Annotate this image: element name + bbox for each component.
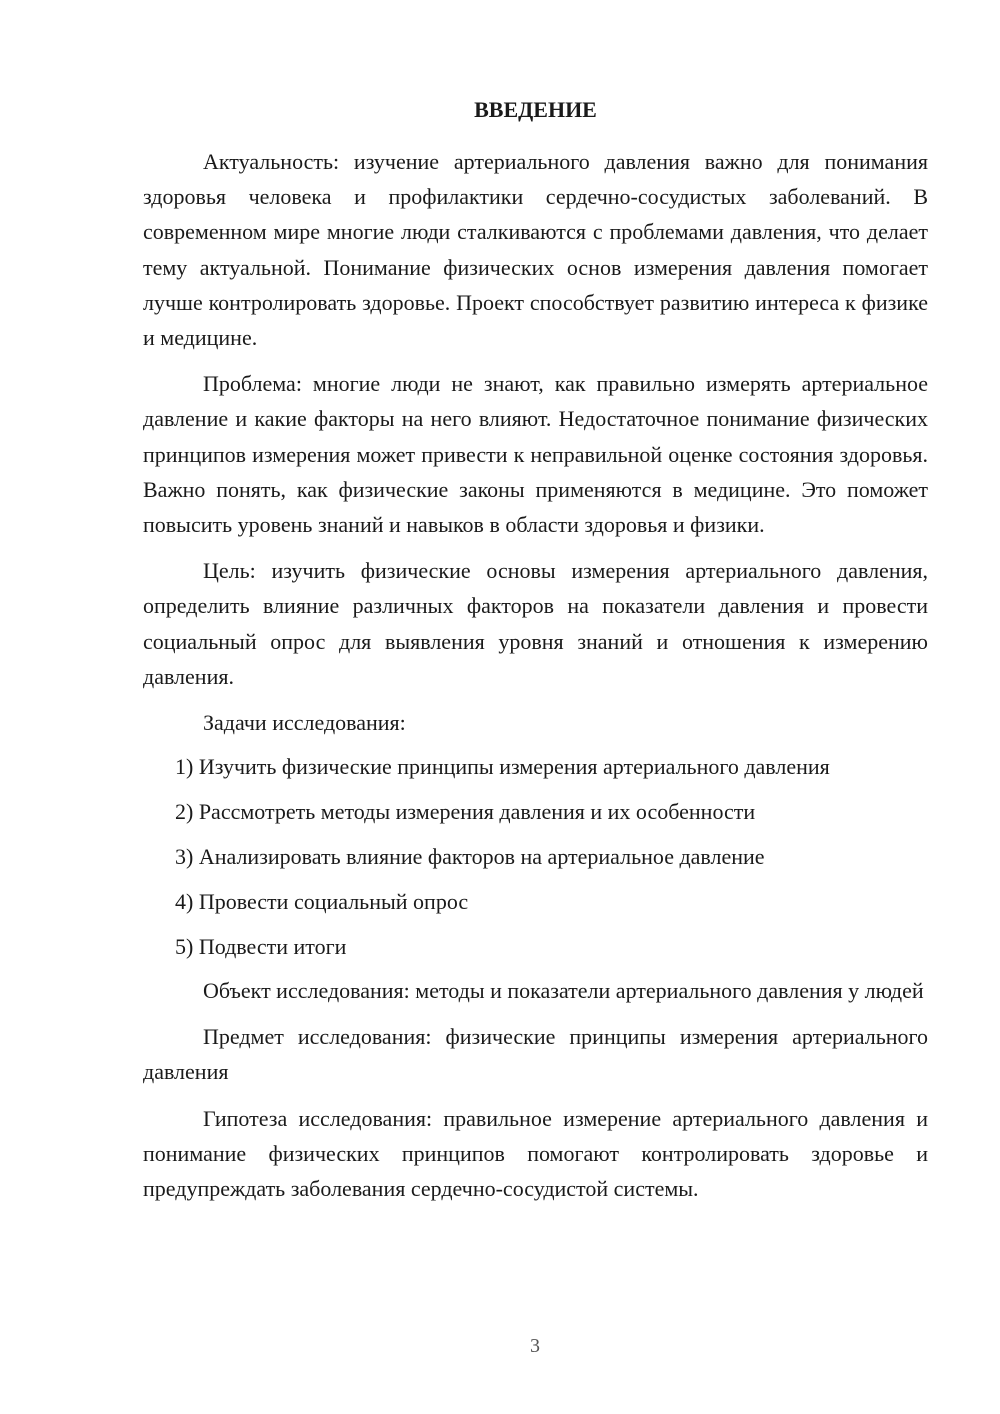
page-content [143,96,928,1206]
relevance-paragraph: Актуальность: изучение артериального давления важно для понимания здоровья человека и профилактики сердечно-сосудистых заболеваний. В современном мире многие люди сталкиваются с проблемами давления, что делает тему актуальной. Понимание физических основ измерения давления помогает лучше контролировать здоровье. Проект способствует развитию интереса к физике и медицине. [143,149,928,351]
list-item: 4) Провести социальный опрос [175,889,469,915]
list-item: 1) Изучить физические принципы измерения артериального давления [175,754,830,780]
goal-paragraph: Цель: изучить физические основы измерения артериального давления, определить влияние различных факторов на показатели давления и провести социальный опрос для выявления уровня знаний и отношения к измерению давления. [143,558,928,689]
section-heading: ВВЕДЕНИЕ [474,97,597,122]
subject-paragraph: Предмет исследования: физические принципы измерения артериального давления [143,1024,928,1085]
tasks-title: Задачи исследования: [203,710,406,736]
tasks-list [143,749,928,964]
problem-paragraph: Проблема: многие люди не знают, как правильно измерять артериальное давление и какие факторы на него влияют. Недостаточное понимание физических принципов измерения может привести к неправильной оценке состояния здоровья. Важно понять, как физические законы применяются в медицине. Это поможет повысить уровень знаний и навыков в области здоровья и физики. [143,371,928,538]
object-paragraph: Объект исследования: методы и показатели артериального давления у людей [203,978,924,1004]
page-number: 3 [530,1335,540,1357]
list-item: 5) Подвести итоги [175,934,347,960]
hypothesis-paragraph: Гипотеза исследования: правильное измерение артериального давления и понимание физических принципов помогают контролировать здоровье и предупреждать заболевания сердечно-сосудистой системы. [143,1105,928,1202]
list-item: 2) Рассмотреть методы измерения давления и их особенности [175,799,756,825]
list-item: 3) Анализировать влияние факторов на артериальное давление [175,844,765,870]
